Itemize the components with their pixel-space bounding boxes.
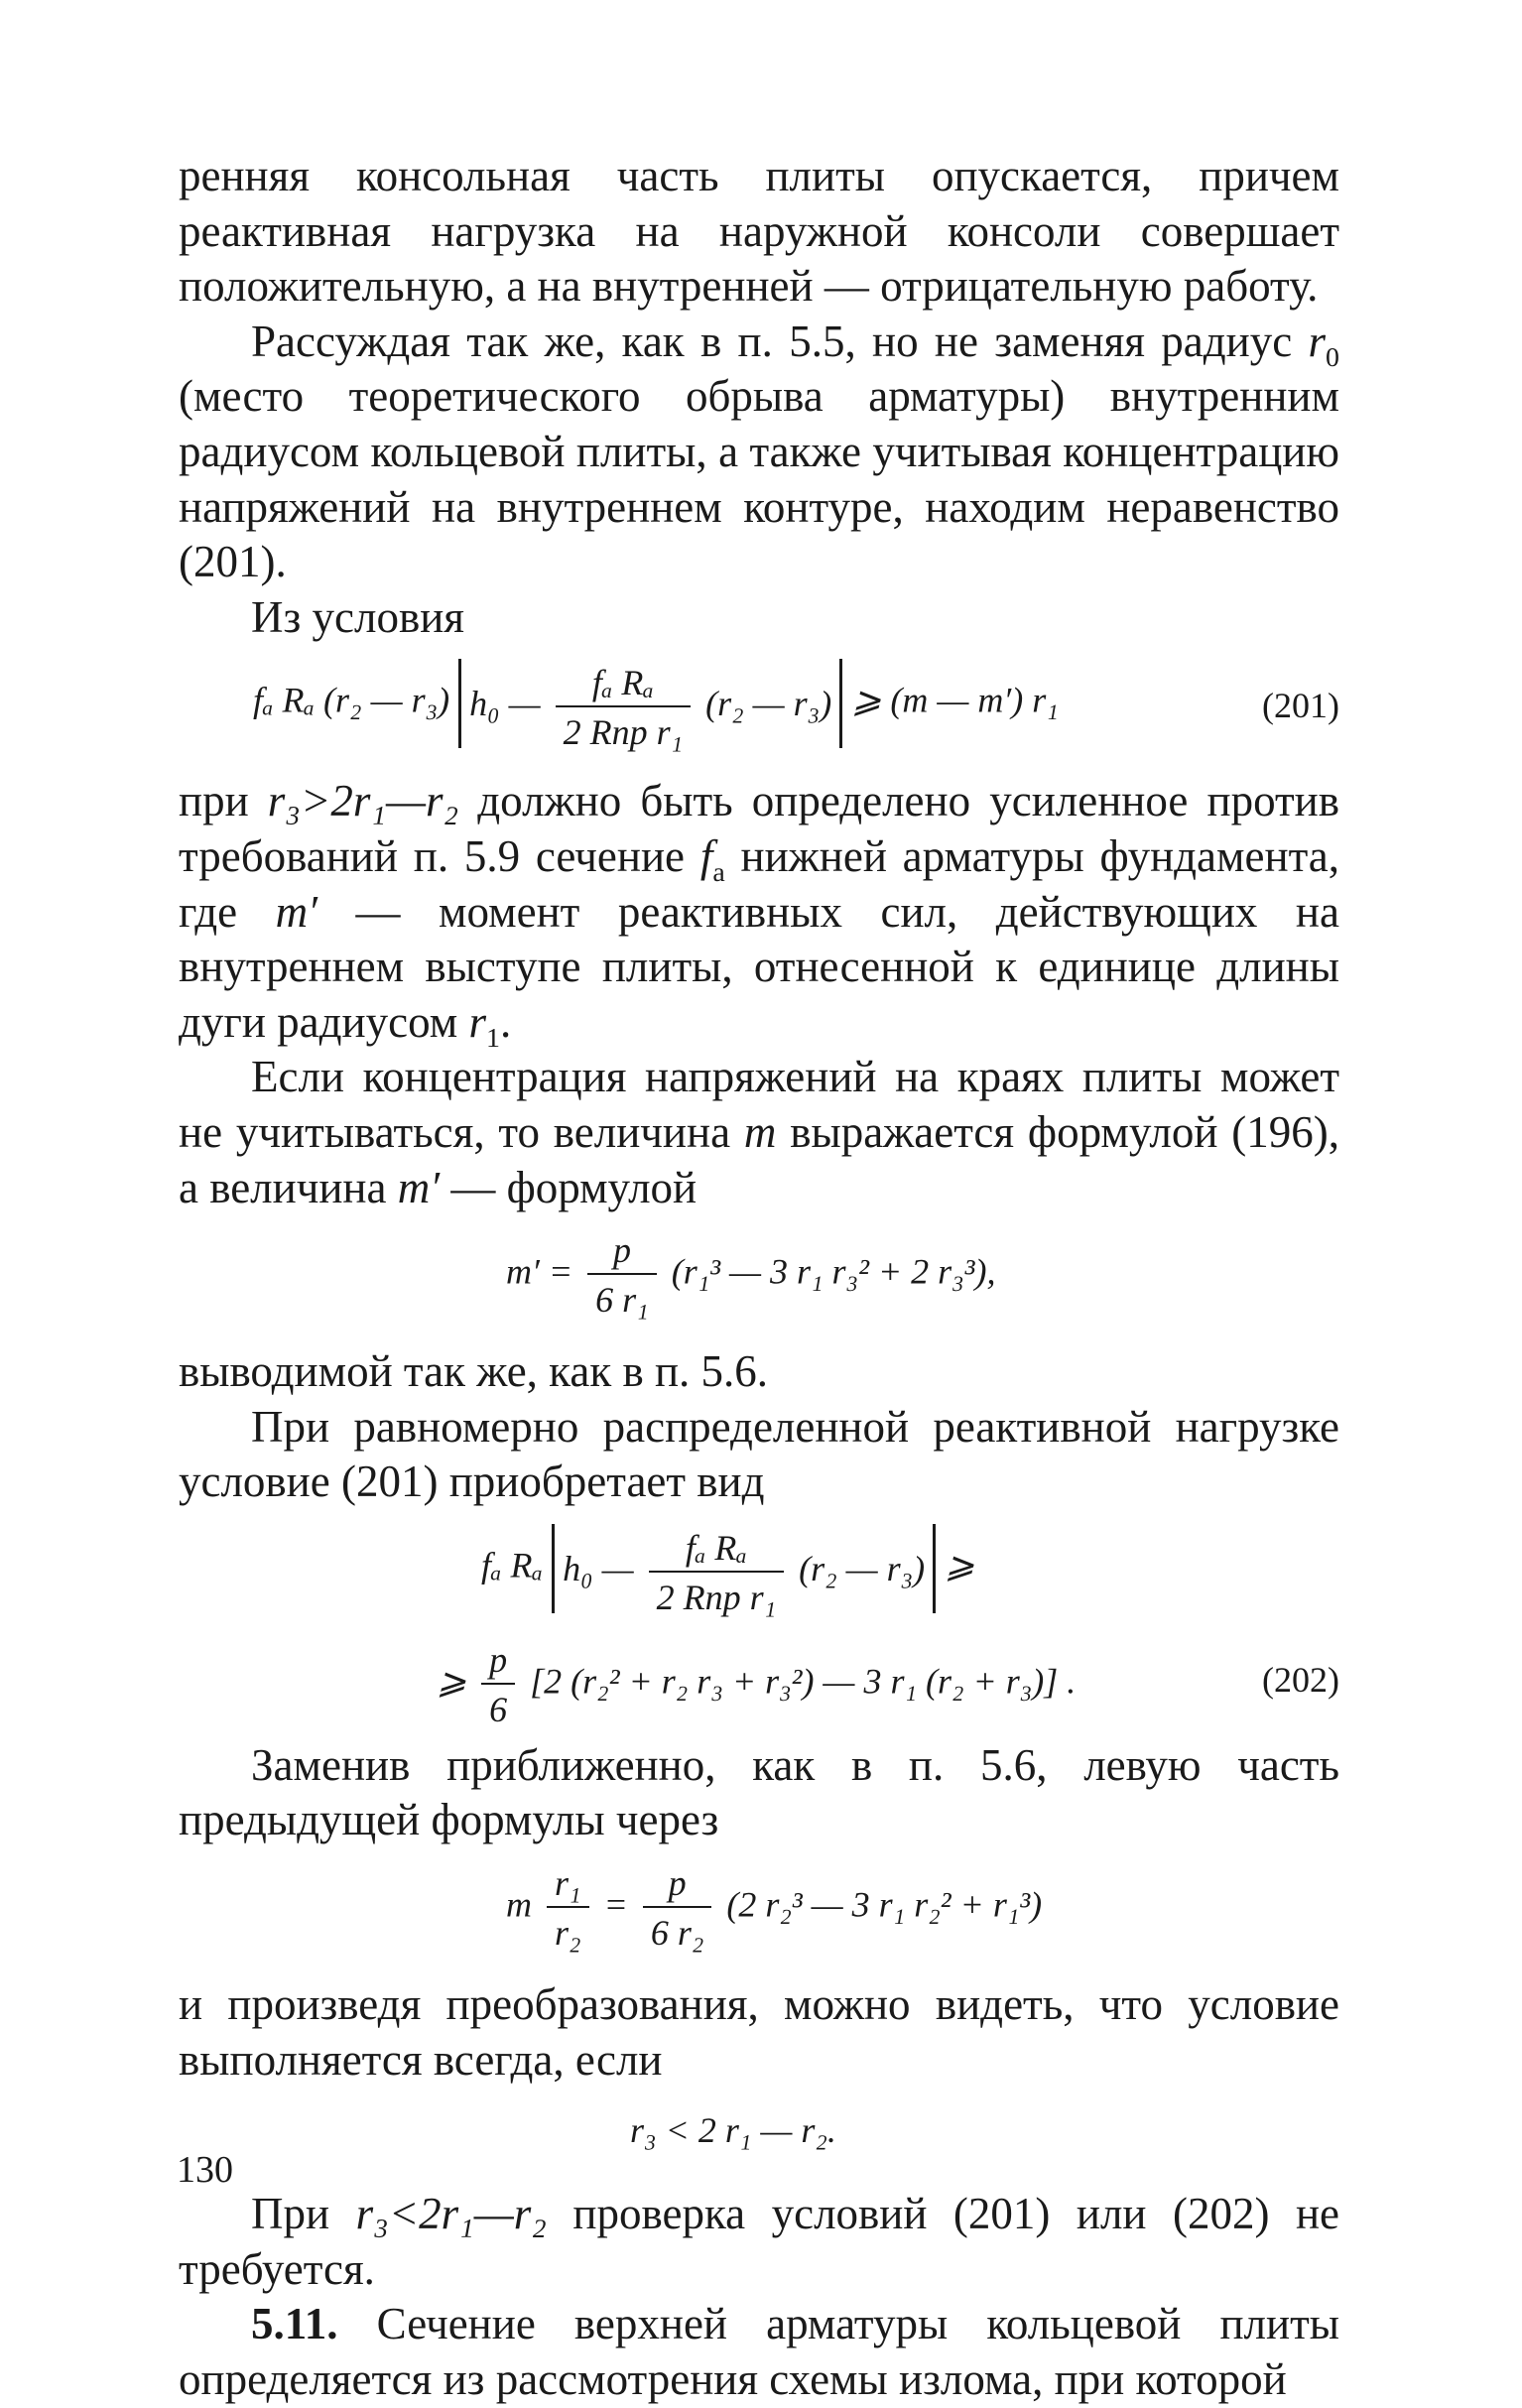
paragraph-8: Заменив приближенно, как в п. 5.6, левую часть предыдущей формулы через: [179, 1739, 1339, 1845]
formula-202-line1: fₐ Rₐ h₀ — $\frac{\text{fₐ Rₐ}}{\text{2 Rпр r₁}}$ (r₂ — r₃) ⩾: [179, 1510, 1339, 1639]
formula-201: fₐ Rₐ (r₂ — r₃) h₀ — $\frac{\text{fₐ Rₐ}}{\text{2 Rпр r₁}}$ (r₂ — r₃) ⩾ (m — m′) r₁ (201): [179, 645, 1339, 774]
formula-202-line2: ⩾ $\frac{p}{6}$ [2 (r₂² + r₂ r₃ + r₃²) — 3 r₁ (r₂ + r₃)] . (202): [437, 1639, 1339, 1729]
paragraph-11: 5.11. Сечение верхней арматуры кольцевой плиты определяется из рассмотрения схемы излома, при которой: [179, 2299, 1339, 2405]
formula-202-bracket: h₀ — $\frac{\text{fₐ Rₐ}}{\text{2 Rпр r₁}}$ (r₂ — r₃): [552, 1524, 936, 1613]
formula-number-202: (202): [1262, 1659, 1339, 1700]
paragraph-9: и произведя преобразования, можно видеть, что условие выполняется всегда, если: [179, 1979, 1339, 2085]
paragraph-5: Если концентрация напряжений на краях плиты может не учитываться, то величина m выражается формулой (196), а величина m′ — формулой: [179, 1052, 1339, 1212]
paragraph-3: Из условия: [251, 591, 464, 642]
paragraph-1: ренняя консольная часть плиты опускается, причем реактивная нагрузка на наружной консоли совершает положительную, а на внутренней — отрицательную работу.: [179, 151, 1339, 312]
formula-m-prime: m′ = $\frac{p}{\text{6 r₁}}$ (r₁³ — 3 r₁ r₃² + 2 r₃³),: [506, 1230, 996, 1321]
paragraph-2: Рассуждая так же, как в п. 5.5, но не заменяя радиус $r_0$ (место теоретического обрыва арматуры) внутренним радиусом кольцевой плиты, а также учитывая концентрацию напряжений на внутреннем контуре, находим неравенство (201).: [179, 316, 1339, 587]
formula-condition: r₃ < 2 r₁ — r₂.: [630, 2110, 836, 2151]
formula-201-bracket: h₀ — $\frac{\text{fₐ Rₐ}}{\text{2 Rпр r₁}}$ (r₂ — r₃): [458, 659, 842, 748]
paragraph-4: при r₃>2r₁—r₂ должно быть определено усиленное против требований п. 5.9 сечение $f_a$ нижней арматуры фундамента, где m′ — момент реактивных сил, действующих на внутреннем выступе плиты, отнесенной к единице длины дуги радиусом $r_1$.: [179, 776, 1340, 1054]
formula-replacement: m $\frac{\text{r₁}}{\text{r₂}}$ = $\frac{p}{\text{6 r₂}}$ (2 r₂³ — 3 r₁ r₂² + r₁³): [506, 1863, 1043, 1954]
page-body: [179, 149, 1339, 2408]
section-number: 5.11.: [251, 2299, 338, 2349]
paragraph-10: При r₃<2r₁—r₂ проверка условий (201) или (202) не требуется.: [179, 2189, 1339, 2294]
formula-number-201: (201): [1262, 686, 1339, 726]
paragraph-7: При равномерно распределенной реактивной нагрузке условие (201) приобретает вид: [179, 1401, 1339, 1507]
paragraph-6: выводимой так же, как в п. 5.6.: [179, 1346, 769, 1397]
page-number: 130: [177, 2149, 233, 2191]
